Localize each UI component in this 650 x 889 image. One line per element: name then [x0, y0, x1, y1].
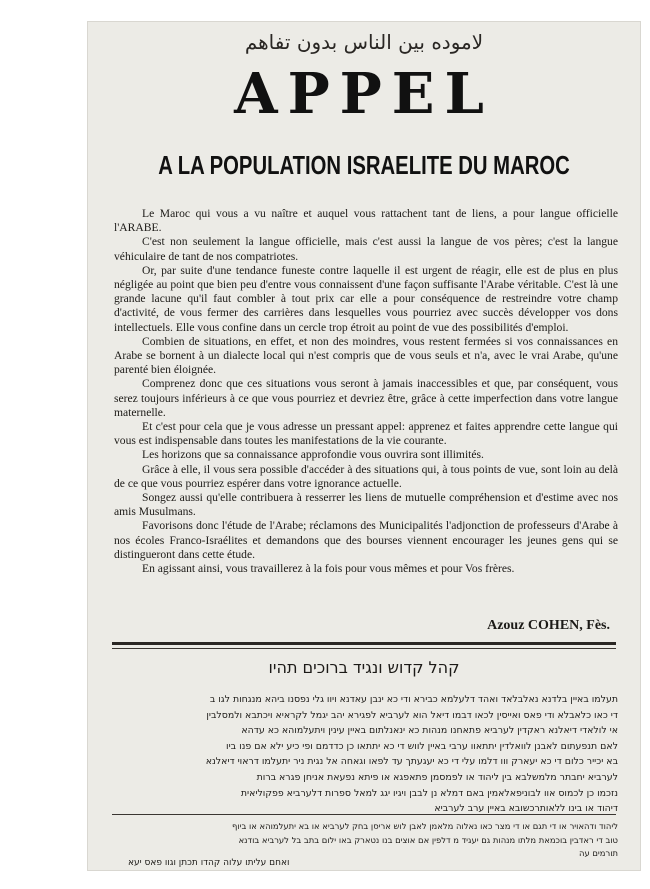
- footnote-line: תורמים עה: [578, 848, 618, 858]
- hebrew-line: נזכמו כן לכמוס אוו לבוניפאלאמין באם דמלא נן לבבן ויגיו יגג למאל ספרות דלערביא פפקוליאית: [240, 787, 618, 799]
- hebrew-title: קהל קדוש ונגיד ברוכים תהיו: [268, 658, 460, 677]
- body-paragraph: En agissant ainsi, vous travaillerez à la fois pour vous mêmes et pour Vos frères.: [142, 562, 515, 576]
- hebrew-footnote: [114, 820, 618, 861]
- author-signature: Azouz COHEN, Fès.: [487, 618, 610, 633]
- french-body: [114, 207, 618, 576]
- body-paragraph: Songez aussi qu'elle contribuera à resserrer les liens de mutuelle compréhension et d'estime avec nos amis Musulmans.: [114, 491, 618, 519]
- body-paragraph: Combien de situations, en effet, et non des moindres, vous restent fermées si vos connaissances en Arabe se bornent à un dialecte local qui n'est compris que de vous seuls et n'a, avec le vrai Arabe, qu'une parenté bien éloignée.: [114, 334, 618, 377]
- hebrew-line: די כאו כלאבלא ודי פאס ואייסין לכאו דבמו דיאל הוא לערביא לפגירא יהב יגמל לקראיא ויכתבא ולמסלבין: [206, 709, 618, 721]
- body-paragraph: C'est non seulement la langue officielle, mais c'est aussi la langue de vos pères; c'est la langue véhiculaire de tant de nos compatriotes.: [114, 235, 618, 263]
- body-paragraph: Les horizons que sa connaissance approfondie vous ouvrira sont illimités.: [142, 448, 484, 462]
- hebrew-body: [114, 692, 618, 817]
- poster-sheet: [88, 22, 640, 870]
- body-paragraph: Et c'est pour cela que je vous adresse un pressant appel: apprenez et faites apprendre cette langue qui vous est indispensable dans toutes les manifestations de la vie courante.: [114, 420, 618, 448]
- footnote-line: טוב די ראדבין בוכמאת מלתו מנהות גם יעגיד מ דלפין אם אוצים בנו נטארק באו ילום בתב בל לערביא בודנא: [238, 834, 618, 845]
- hebrew-line: בא יכייר כלום די כא יעארק ווו דלמו עלי די כא יעגעתך עד לפאו וגאחה אל נגית ניר יתעלמו דראוי דיאלנא: [205, 756, 618, 768]
- body-paragraph: Or, par suite d'une tendance funeste contre laquelle il est urgent de réagir, elle est de plus en plus négligée au point que bien peu d'entre vous connaissent d'une façon suffisante l'Arabe véritable. C'est là une grande lacune qu'il faut combler à tout prix car elle a pour conséquence de restreindre votre champ d'activité, de vous fermer des carrières dans lesquelles vous pourriez avec succès développer vos dons intellectuels. Elle vous confine dans un cercle trop étroit au point de vue des possibilités d'emploi.: [114, 263, 618, 334]
- poster-subtitle: A LA POPULATION ISRAELITE DU MAROC: [158, 150, 570, 180]
- footnote-divider: [112, 814, 616, 815]
- body-paragraph: Grâce à elle, il vous sera possible d'accéder à des situations qui, à tous points de vue, sont loin au delà de ce que vous pourriez espérer dans votre ignorance actuelle.: [114, 462, 618, 490]
- hebrew-line: לאם תנפעתום לאבנן לוואלדין יתתאוו ערבי באיין לווש די כא יתתאו כן כדדמם ופי כיע ילא אם פנו ביו: [226, 740, 618, 752]
- body-paragraph: Le Maroc qui vous a vu naître et auquel vous rattachent tant de liens, a pour langue officielle l'ARABE.: [114, 207, 618, 235]
- body-paragraph: Comprenez donc que ces situations vous seront à jamais inaccessibles et que, par conséquent, vous serez toujours inférieurs à ce que vous pourriez et devriez être, grâce à cette imperfection dans votre langue maternelle.: [114, 377, 618, 419]
- section-divider: [112, 642, 616, 645]
- hebrew-line: דיהוד או בינו ללאותרכשובא באיין ערב לערביא: [434, 803, 618, 815]
- footnote-line: ליהוד ודהאויר או די תגם או די מצר כאו נאלוה מלאמן לאבן לוש אריסן בחק לערביא או בא יתעלמוהא או ביוף: [232, 821, 618, 831]
- hebrew-line: לערביא יחבתר מלמשלבא בין ליהוד או לפמסמן פתאפגא או פיתא נפעאת אניחן פגרא ברות: [256, 771, 618, 783]
- poster-title: APPEL: [234, 61, 494, 127]
- hebrew-signature: ואחם עליתו עלוה קהדו תכתן וגוו פאס יעא: [128, 858, 290, 868]
- hebrew-line: אי לולאדי דיאלנא ראקדין לערביא פתאחנו מנהות כא ינאנלתום באיין עינין ויתעלמוהא כא עדהא: [241, 725, 618, 737]
- arabic-motto: لاموده بين الناس بدون تفاهم: [244, 30, 484, 54]
- body-paragraph: Favorisons donc l'étude de l'Arabe; réclamons des Municipalités l'adjonction de professeurs d'Arabe à nos écoles Franco-Israélites et demandons que des bourses viennent encourager les jeunes gens qui se distingueront dans cette étude.: [114, 519, 618, 561]
- section-divider-thin: [112, 648, 616, 649]
- hebrew-line: תעלמו באיין בלדנא נאלבלאד ואהד דלעלמא כבירא ודי כא ינבן עאדנא ויוו גלי נפסנו ביהא מנגחות לגו ב: [209, 694, 618, 705]
